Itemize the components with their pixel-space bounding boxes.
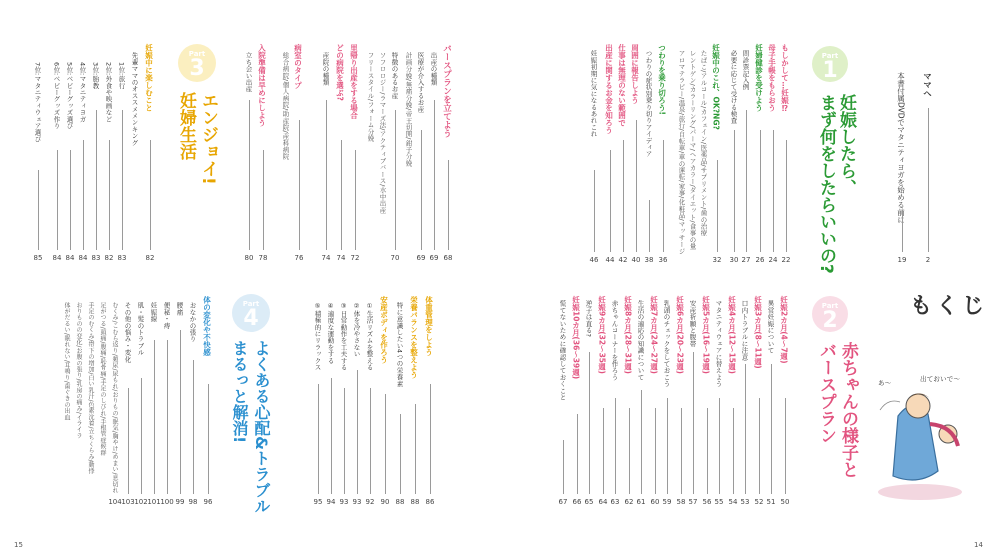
- page-num: 100: [160, 498, 174, 506]
- toc-entry: 慌てないために確認しておくこと: [558, 300, 567, 401]
- leader-line: [786, 140, 787, 252]
- toc-entry: 妊娠3カ月(8〜11週): [753, 296, 763, 369]
- page-num: 42: [618, 256, 628, 264]
- page-num: 2: [925, 256, 931, 264]
- toc-entry: 安産祈願と腹帯: [688, 300, 697, 347]
- page-num: 57: [688, 498, 698, 506]
- page-num: 74: [321, 254, 331, 262]
- toc-entry: 1位:旅行: [117, 62, 126, 89]
- toc-entry: 体の変化や不快感: [202, 296, 212, 356]
- page-num: 61: [636, 498, 646, 506]
- toc-entry: 妊娠6カ月(20〜23週): [675, 296, 685, 374]
- page-num: 44: [605, 256, 615, 264]
- page-num: 60: [650, 498, 660, 506]
- leader-line: [355, 150, 356, 250]
- toc-entry: 出産に関するお金を知ろう: [604, 44, 614, 134]
- leader-line: [331, 378, 332, 494]
- leader-line: [745, 364, 746, 494]
- page-num: 74: [336, 254, 346, 262]
- toc-entry: 体重管理をしよう: [424, 296, 434, 356]
- leader-line: [773, 130, 774, 252]
- page-num: 27: [741, 256, 751, 264]
- leader-line: [717, 160, 718, 252]
- leader-line: [610, 150, 611, 252]
- toc-entry: つわりを乗り切ろう!: [657, 44, 667, 115]
- leader-line: [563, 440, 564, 494]
- page-num: 88: [410, 498, 420, 506]
- leader-line: [430, 384, 431, 494]
- leader-line: [615, 398, 616, 494]
- toc-entry: もしかして…妊娠⁉: [780, 44, 790, 113]
- page-num: 55: [714, 498, 724, 506]
- leader-line: [641, 390, 642, 494]
- toc-entry: 問診票記入例: [741, 50, 750, 91]
- leader-line: [357, 370, 358, 494]
- leader-line: [707, 408, 708, 494]
- toc-entry: 産院の種類: [321, 52, 330, 86]
- leader-line: [341, 140, 342, 250]
- page-num: 36: [658, 256, 668, 264]
- toc-entry: 栄養バランスを整えよう: [409, 296, 419, 379]
- page-num: 92: [365, 498, 375, 506]
- toc-entry: バースプランを立てよう: [441, 44, 452, 138]
- toc-entry: 妊娠7カ月(24〜27週): [649, 296, 659, 374]
- mother-baby-illustration: [868, 376, 978, 506]
- page-num: 85: [33, 254, 43, 262]
- part-3-title-1: エンジョイ!: [198, 92, 218, 185]
- part-2-title-2: バースプラン: [816, 342, 836, 444]
- leader-line: [70, 150, 71, 250]
- leader-line: [928, 108, 929, 252]
- leader-line: [150, 140, 151, 250]
- page-num: 101: [147, 498, 161, 506]
- toc-note: おりものの変化/お腹の張り/乳房の痛み/イライラ: [75, 302, 82, 439]
- page-num: 32: [712, 256, 722, 264]
- part-label: Part: [188, 50, 206, 58]
- toc-entry: ③日常動作を工夫する: [339, 302, 348, 371]
- mokuji-title: もくじ: [910, 294, 989, 319]
- leader-line: [746, 110, 747, 252]
- toc-entry: 特徴のあるお産: [390, 52, 399, 99]
- page-num: 30: [729, 256, 739, 264]
- toc-entry: 先輩ママのオススメメンキング: [130, 52, 139, 146]
- toc-entry: ②体を冷やさない: [352, 302, 361, 358]
- toc-entry: その他の悩み・変化: [123, 302, 132, 363]
- page-num: 84: [78, 254, 88, 262]
- page-num: 83: [117, 254, 127, 262]
- intro-heading: ママへ: [921, 72, 932, 98]
- leader-line: [83, 140, 84, 250]
- page-num: 46: [589, 256, 599, 264]
- leader-line: [663, 140, 664, 252]
- leader-line: [318, 384, 319, 494]
- toc-entry: 妊娠4カ月(12〜15週): [727, 296, 737, 374]
- toc-entry: 妊娠10カ月(36〜39週): [571, 296, 581, 380]
- leader-line: [603, 408, 604, 494]
- leader-line: [629, 408, 630, 494]
- part-3-badge: [178, 44, 216, 82]
- leader-line: [122, 110, 123, 250]
- leader-line: [128, 388, 129, 494]
- leader-line: [400, 414, 401, 494]
- leader-line: [326, 100, 327, 250]
- leader-line: [733, 408, 734, 494]
- leader-line: [649, 200, 650, 252]
- toc-entry: 安産ボディを作ろう: [379, 296, 389, 364]
- page-num: 104: [108, 498, 122, 506]
- leader-line: [719, 398, 720, 494]
- leader-line: [415, 404, 416, 494]
- page-num: 66: [572, 498, 582, 506]
- part-3-title-2: 妊婦生活: [176, 92, 196, 160]
- page-num: 84: [65, 254, 75, 262]
- page-num: 58: [676, 498, 686, 506]
- toc-entry: マタニティウェアに替えよう: [714, 300, 723, 388]
- toc-entry: 5位:ベビーグッズ選び: [65, 62, 74, 130]
- leader-line: [167, 340, 168, 494]
- toc-entry: 口内トラブルに注意: [740, 300, 749, 361]
- toc-entry: 周囲に報告しよう: [630, 44, 640, 104]
- leader-line: [180, 330, 181, 494]
- leader-line: [193, 360, 194, 494]
- page-num: 56: [702, 498, 712, 506]
- page-num: 51: [766, 498, 776, 506]
- part-1-title-1: 妊娠したら、: [836, 94, 856, 196]
- leader-line: [693, 352, 694, 494]
- page-num: 72: [350, 254, 360, 262]
- toc-entry: 妊娠9カ月(32〜35週): [597, 296, 607, 374]
- part-1-title-2: まず何をしたらいいの?: [816, 94, 836, 274]
- page-num: 69: [429, 254, 439, 262]
- page-num: 82: [104, 254, 114, 262]
- toc-entry: 腰痛: [175, 302, 184, 316]
- toc-entry: 必要に応じて受ける検査: [729, 50, 738, 124]
- leader-line: [623, 140, 624, 252]
- leader-line: [589, 352, 590, 494]
- toc-entry: 赤ちゃんコーナーを作ろう: [610, 300, 619, 381]
- part-label: Part: [242, 300, 260, 308]
- toc-entry: 妊娠8カ月(28〜31週): [623, 296, 633, 374]
- leader-line: [760, 130, 761, 252]
- page-num: 65: [584, 498, 594, 506]
- part-number: 4: [243, 306, 259, 331]
- toc-entry: 妊娠5カ月(16〜19週): [701, 296, 711, 374]
- toc-entry: アロマテラピー/温泉/旅行/自転車/車の運転/家事/化粧品/マッサージ: [677, 50, 686, 255]
- page-num: 22: [781, 256, 791, 264]
- page-num: 59: [662, 498, 672, 506]
- leader-line: [421, 130, 422, 250]
- illustration-caption: 出ておいで〜: [920, 375, 961, 383]
- page-num: 24: [768, 256, 778, 264]
- leader-line: [667, 398, 668, 494]
- toc-entry: 異常妊娠について: [766, 300, 775, 354]
- page-num: 82: [145, 254, 155, 262]
- part-4-badge: [232, 294, 270, 332]
- leader-line: [263, 150, 264, 250]
- part-number: 1: [822, 58, 838, 83]
- part-number: 2: [822, 308, 838, 333]
- toc-entry: ①生活リズムを整える: [365, 302, 374, 371]
- page-num: 63: [610, 498, 620, 506]
- toc-entry: ソフロロジー/ラマーズ法/アクティブバース/水中出産: [378, 52, 387, 214]
- toc-entry: 母子手帳をもらおう: [767, 44, 777, 112]
- toc-entry: 3位:胎教: [91, 62, 100, 89]
- leader-line: [577, 414, 578, 494]
- page-num: 19: [897, 256, 907, 264]
- leader-line: [208, 384, 209, 494]
- page-num: 83: [91, 254, 101, 262]
- toc-entry: 入院準備は早めにしよう: [257, 44, 267, 127]
- toc-entry: 妊娠中のこれ、OK?NG?: [711, 44, 721, 130]
- leader-line: [759, 398, 760, 494]
- toc-entry: ⑤積極的にリラックス: [313, 302, 322, 371]
- leader-line: [344, 388, 345, 494]
- page-num: 86: [425, 498, 435, 506]
- page-num: 88: [395, 498, 405, 506]
- page-num: 67: [558, 498, 568, 506]
- toc-entry: 7位:マタニティウェア選び: [33, 62, 42, 143]
- page-num: 84: [52, 254, 62, 262]
- leader-line: [154, 340, 155, 494]
- page-num: 98: [188, 498, 198, 506]
- toc-entry: つわりの症状別乗り切りアイディア: [644, 50, 653, 158]
- page-num: 68: [443, 254, 453, 262]
- toc-note: 手足のむくみ/帯下の増加/白い乳汁/色素沈着/立ちくらみ/動悸: [87, 302, 94, 475]
- leader-line: [96, 110, 97, 250]
- page-num: 70: [390, 254, 400, 262]
- toc-entry: 妊婦健診を受けよう: [754, 44, 764, 112]
- leader-line: [434, 100, 435, 250]
- part-label: Part: [821, 302, 839, 310]
- toc-entry: 病室のタイプ: [293, 44, 303, 89]
- part-2-title-1: 赤ちゃんの様子と: [838, 342, 858, 478]
- toc-entry: フリースタイル/フォーム分娩: [366, 52, 375, 142]
- leader-line: [902, 210, 903, 252]
- leader-line: [655, 408, 656, 494]
- toc-entry: 出産の種類: [429, 52, 438, 86]
- page-num: 103: [121, 498, 135, 506]
- toc-entry: 里帰り出産をする場合: [349, 44, 359, 119]
- page-num: 76: [294, 254, 304, 262]
- page-num: 64: [598, 498, 608, 506]
- leader-line: [785, 398, 786, 494]
- page-num: 102: [134, 498, 148, 506]
- page-num: 96: [203, 498, 213, 506]
- page-num: 40: [631, 256, 641, 264]
- page-num: 50: [780, 498, 790, 506]
- toc-entry: 計画分娩/無痛分娩/帝王切開/鉗子分娩: [404, 52, 413, 167]
- toc-entry: 生活の適応の知識について: [636, 300, 645, 381]
- toc-entry: 逆子は直る?: [584, 300, 593, 338]
- page-num: 69: [416, 254, 426, 262]
- toc-entry: 特に意識したい4つの栄養素: [395, 302, 404, 387]
- leader-line: [385, 394, 386, 494]
- page-num: 78: [258, 254, 268, 262]
- part-number: 3: [189, 56, 205, 81]
- toc-entry: ④適度な運動をする: [326, 302, 335, 364]
- part-4-title-2: まるっと解消!: [230, 340, 249, 444]
- toc-entry: 妊娠中に楽しむこと: [144, 44, 154, 112]
- leader-line: [636, 120, 637, 252]
- page-num: 90: [380, 498, 390, 506]
- page-num: 94: [326, 498, 336, 506]
- page-num: 62: [624, 498, 634, 506]
- page-num: 38: [644, 256, 654, 264]
- leader-line: [771, 364, 772, 494]
- part-label: Part: [821, 52, 839, 60]
- toc-entry: 2位:外食や映画など: [104, 62, 113, 123]
- leader-line: [109, 140, 110, 250]
- part-1-badge: [812, 46, 848, 82]
- toc-note: 足がつる/頭痛/腹痛/恥骨痛/手足のしびれ/手根管症候群: [99, 302, 106, 456]
- page-num: 52: [754, 498, 764, 506]
- toc-entry: 乳頭のチェックをしておこう: [662, 300, 671, 388]
- toc-note: 体がだるい/眠れない/耳鳴り/歯ぐきの出血: [63, 302, 70, 421]
- leader-line: [299, 120, 300, 250]
- toc-entry: 妊娠2カ月(4〜7週): [779, 296, 789, 364]
- leader-line: [448, 160, 449, 250]
- toc-entry: レントゲン/カラーリング/パーマ/ヘアカラー/ダイエット/食事の量: [688, 50, 697, 250]
- page-num: 95: [313, 498, 323, 506]
- toc-entry: 便秘・痔: [162, 302, 171, 329]
- toc-entry: 仕事は無理のない範囲で: [617, 44, 627, 127]
- page-num: 26: [755, 256, 765, 264]
- toc-entry: 妊娠初期に気になるあれこれ: [589, 50, 598, 138]
- leader-line: [681, 408, 682, 494]
- part-4-title-1: よくある心配&トラブル: [252, 340, 271, 514]
- toc-entry: 4位:マタニティヨガ: [78, 62, 87, 123]
- leader-line: [594, 170, 595, 252]
- page-number-left: 15: [14, 541, 23, 549]
- page-num: 93: [352, 498, 362, 506]
- toc-entry: 立ち会い出産: [244, 52, 253, 93]
- part-2-badge: [812, 296, 848, 332]
- leader-line: [370, 388, 371, 494]
- intro-item: 本書付属DVDでマタニティヨガを始める前に: [896, 72, 906, 224]
- toc-entry: 妊娠線: [149, 302, 158, 323]
- toc-entry: むくみ/こむら返り/頻尿/尿もれ/おりもの/眠気/胸やけ/めまい/息切れ: [111, 302, 118, 494]
- leader-line: [141, 378, 142, 494]
- illustration-caption: あ〜: [878, 379, 892, 387]
- toc-entry: 医療が介入するお産: [416, 52, 425, 113]
- leader-line: [734, 130, 735, 252]
- toc-entry: おなかの張り: [188, 302, 197, 343]
- page-num: 80: [244, 254, 254, 262]
- leader-line: [38, 170, 39, 250]
- toc-entry: 総合病院/個人病院/助産院/産科病院: [281, 52, 290, 160]
- leader-line: [249, 100, 250, 250]
- leader-line: [57, 150, 58, 250]
- toc-entry: たばこ/アルコール/カフェイン/医薬品/サプリメント/歯の治療: [699, 50, 708, 237]
- toc-entry: 6位:ベビーグッズ作り: [52, 62, 61, 130]
- toc-entry: どの病院を選ぶ?: [335, 44, 345, 101]
- leader-line: [395, 110, 396, 250]
- page-number-right: 14: [974, 541, 983, 549]
- page-num: 53: [740, 498, 750, 506]
- toc-entry: 肌・髪のトラブル: [136, 302, 145, 356]
- page-num: 93: [339, 498, 349, 506]
- page-num: 99: [175, 498, 185, 506]
- page-num: 54: [728, 498, 738, 506]
